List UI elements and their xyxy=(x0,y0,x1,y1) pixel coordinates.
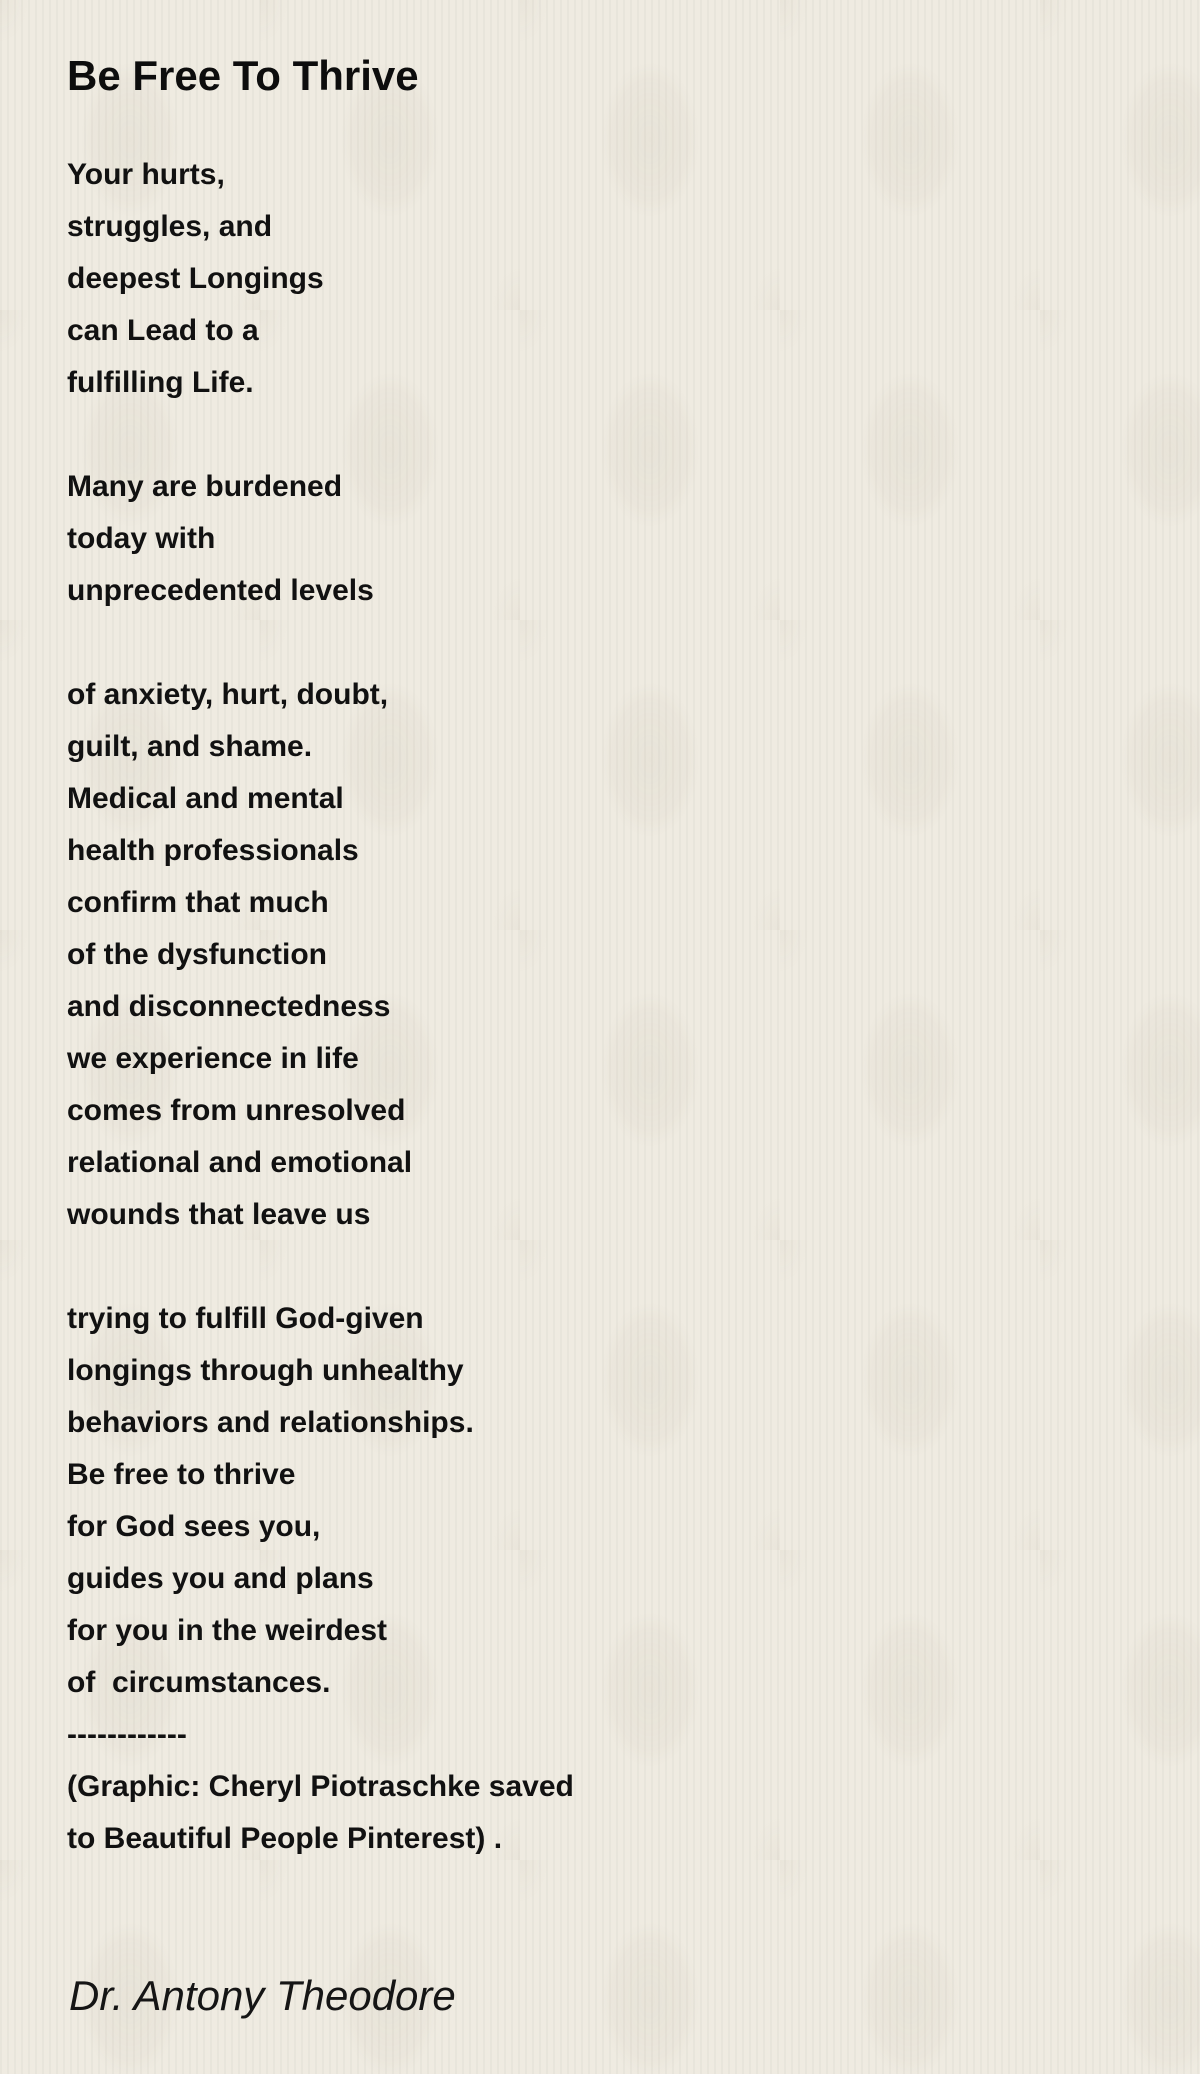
poem-line: for you in the weirdest xyxy=(67,1614,388,1647)
poem-line: of circumstances. xyxy=(67,1666,331,1699)
poem-line: fulfilling Life. xyxy=(67,366,254,399)
poem-line: guides you and plans xyxy=(67,1562,374,1595)
poem-line: Be free to thrive xyxy=(67,1458,296,1491)
poem-line: deepest Longings xyxy=(67,262,324,295)
poem-line: behaviors and relationships. xyxy=(67,1406,474,1439)
poem-line: can Lead to a xyxy=(67,314,259,347)
poem-line: Medical and mental xyxy=(67,782,344,815)
poem-line: wounds that leave us xyxy=(67,1198,371,1231)
poem-line: to Beautiful People Pinterest) . xyxy=(67,1822,503,1855)
stanza-4 xyxy=(67,1293,967,1865)
poem-line: confirm that much xyxy=(67,886,329,919)
poem-line: health professionals xyxy=(67,834,359,867)
poem-title: Be Free To Thrive xyxy=(67,52,419,99)
poem-line: trying to fulfill God-given xyxy=(67,1302,424,1335)
poem-line: and disconnectedness xyxy=(67,990,391,1023)
poem-line: of the dysfunction xyxy=(67,938,327,971)
poem-line: comes from unresolved xyxy=(67,1094,406,1127)
poem-line: ------------ xyxy=(67,1718,187,1751)
poem-line: unprecedented levels xyxy=(67,574,374,607)
poem-line: struggles, and xyxy=(67,210,273,243)
poem-line: of anxiety, hurt, doubt, xyxy=(67,678,389,711)
poem-line: (Graphic: Cheryl Piotraschke saved xyxy=(67,1770,574,1803)
poem-line: longings through unhealthy xyxy=(67,1354,464,1387)
poem-line: relational and emotional xyxy=(67,1146,413,1179)
poem-line: Your hurts, xyxy=(67,158,225,191)
stanza-2 xyxy=(67,461,967,617)
poem-line: we experience in life xyxy=(67,1042,359,1075)
poem-line: today with xyxy=(67,522,216,555)
poem-line: guilt, and shame. xyxy=(67,730,313,763)
poem-line: Many are burdened xyxy=(67,470,343,503)
stanza-3 xyxy=(67,669,967,1241)
poem-line: for God sees you, xyxy=(67,1510,321,1543)
poem-body xyxy=(67,149,967,1865)
poem-author: Dr. Antony Theodore xyxy=(69,1972,456,2019)
stanza-1 xyxy=(67,149,967,409)
